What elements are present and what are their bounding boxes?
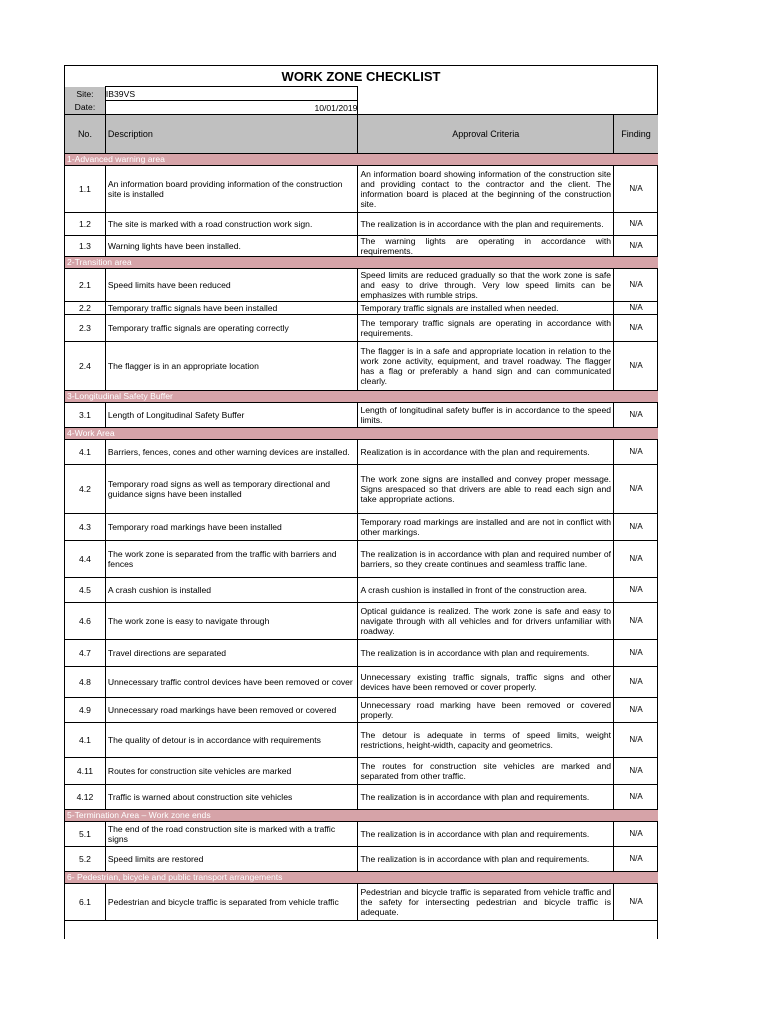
item-number: 4.8 — [65, 667, 105, 698]
checklist-sheet — [64, 65, 658, 939]
checklist-row — [65, 269, 658, 302]
item-criteria: The realization is in accordance with plan and requirements. — [358, 822, 614, 847]
item-number: 4.9 — [65, 698, 105, 723]
item-criteria: Length of longitudinal safety buffer is in accordance to the speed limits. — [358, 403, 614, 428]
site-row — [65, 87, 658, 101]
section-header — [65, 154, 658, 166]
item-number: 4.1 — [65, 440, 105, 465]
item-criteria: Temporary traffic signals are installed when needed. — [358, 302, 614, 315]
item-finding: N/A — [614, 758, 658, 785]
item-criteria: The detour is adequate in terms of speed limits, weight restrictions, height-width, capacity and geometrics. — [358, 723, 614, 758]
section-title: 5-Termination Area – Work zone ends — [65, 810, 658, 822]
checklist-row — [65, 403, 658, 428]
checklist-row — [65, 236, 658, 257]
checklist-row — [65, 723, 658, 758]
item-finding: N/A — [614, 440, 658, 465]
checklist-row — [65, 667, 658, 698]
section-title: 3-Longitudinal Safety Buffer — [65, 391, 658, 403]
item-number: 2.3 — [65, 315, 105, 342]
checklist-row — [65, 213, 658, 236]
item-number: 4.5 — [65, 578, 105, 603]
checklist-table — [65, 86, 658, 921]
item-finding: N/A — [614, 698, 658, 723]
checklist-row — [65, 465, 658, 514]
checklist-row — [65, 884, 658, 921]
item-number: 4.7 — [65, 640, 105, 667]
item-number: 4.3 — [65, 514, 105, 541]
item-finding: N/A — [614, 723, 658, 758]
item-description: Temporary road markings have been installed — [105, 514, 358, 541]
item-description: Length of Longitudinal Safety Buffer — [105, 403, 358, 428]
item-number: 5.1 — [65, 822, 105, 847]
section-header — [65, 872, 658, 884]
item-description: Unnecessary traffic control devices have been removed or cover — [105, 667, 358, 698]
item-description: Temporary traffic signals have been installed — [105, 302, 358, 315]
item-criteria: The realization is in accordance with plan and required number of barriers, so they create continues and seamless traffic lane. — [358, 541, 614, 578]
site-label: Site: — [65, 87, 105, 101]
item-criteria: Realization is in accordance with the plan and requirements. — [358, 440, 614, 465]
item-description: Temporary traffic signals are operating correctly — [105, 315, 358, 342]
item-description: Unnecessary road markings have been removed or covered — [105, 698, 358, 723]
date-label: Date: — [65, 101, 105, 115]
item-description: The quality of detour is in accordance with requirements — [105, 723, 358, 758]
checklist-row — [65, 603, 658, 640]
checklist-row — [65, 640, 658, 667]
section-title: 1-Advanced warning area — [65, 154, 658, 166]
item-finding: N/A — [614, 465, 658, 514]
section-title: 2-Transition area — [65, 257, 658, 269]
item-criteria: Pedestrian and bicycle traffic is separated from vehicle traffic and the safety for intersecting pedestrian and bicycle traffic is adequate. — [358, 884, 614, 921]
item-description: Routes for construction site vehicles are marked — [105, 758, 358, 785]
item-description: An information board providing information of the construction site is installed — [105, 166, 358, 213]
item-description: Speed limits are restored — [105, 847, 358, 872]
checklist-row — [65, 166, 658, 213]
header-description: Description — [105, 115, 358, 154]
checklist-row — [65, 847, 658, 872]
item-number: 2.2 — [65, 302, 105, 315]
item-criteria: A crash cushion is installed in front of the construction area. — [358, 578, 614, 603]
section-header — [65, 428, 658, 440]
item-number: 1.2 — [65, 213, 105, 236]
item-finding: N/A — [614, 315, 658, 342]
item-finding: N/A — [614, 603, 658, 640]
date-row — [65, 101, 658, 115]
item-number: 4.2 — [65, 465, 105, 514]
item-number: 4.6 — [65, 603, 105, 640]
section-header — [65, 810, 658, 822]
header-criteria: Approval Criteria — [358, 115, 614, 154]
section-header — [65, 257, 658, 269]
checklist-row — [65, 578, 658, 603]
item-finding: N/A — [614, 578, 658, 603]
item-finding: N/A — [614, 822, 658, 847]
item-description: Traffic is warned about construction site vehicles — [105, 785, 358, 810]
section-header — [65, 391, 658, 403]
item-description: Temporary road signs as well as temporary directional and guidance signs have been installed — [105, 465, 358, 514]
item-description: Warning lights have been installed. — [105, 236, 358, 257]
item-criteria: The flagger is in a safe and appropriate location in relation to the work zone activity, equipment, and travel roadway. The flagger has a flag or preferably a hand sign and can communicated clearly. — [358, 342, 614, 391]
item-finding: N/A — [614, 269, 658, 302]
item-number: 4.12 — [65, 785, 105, 810]
item-finding: N/A — [614, 403, 658, 428]
checklist-row — [65, 514, 658, 541]
header-row — [65, 115, 658, 154]
item-description: A crash cushion is installed — [105, 578, 358, 603]
item-criteria: The realization is in accordance with plan and requirements. — [358, 847, 614, 872]
item-number: 1.3 — [65, 236, 105, 257]
page-title: WORK ZONE CHECKLIST — [281, 69, 441, 84]
item-criteria: The routes for construction site vehicles are marked and separated from other traffic. — [358, 758, 614, 785]
item-criteria: The realization is in accordance with plan and requirements. — [358, 640, 614, 667]
item-description: The work zone is separated from the traffic with barriers and fences — [105, 541, 358, 578]
item-criteria: Temporary road markings are installed and are not in conflict with other markings. — [358, 514, 614, 541]
header-finding: Finding — [614, 115, 658, 154]
header-no: No. — [65, 115, 105, 154]
item-finding: N/A — [614, 847, 658, 872]
item-description: Speed limits have been reduced — [105, 269, 358, 302]
section-title: 4-Work Area — [65, 428, 658, 440]
item-finding: N/A — [614, 213, 658, 236]
date-value: 10/01/2019 — [105, 101, 358, 115]
item-number: 6.1 — [65, 884, 105, 921]
checklist-row — [65, 302, 658, 315]
item-finding: N/A — [614, 667, 658, 698]
item-criteria: Optical guidance is realized. The work zone is safe and easy to navigate through with all vehicles and for drivers unfamiliar with roadway. — [358, 603, 614, 640]
checklist-row — [65, 758, 658, 785]
item-description: The end of the road construction site is marked with a traffic signs — [105, 822, 358, 847]
item-number: 4.1 — [65, 723, 105, 758]
item-description: Pedestrian and bicycle traffic is separated from vehicle traffic — [105, 884, 358, 921]
item-criteria: Unnecessary road marking have been removed or covered properly. — [358, 698, 614, 723]
item-finding: N/A — [614, 236, 658, 257]
item-criteria: Unnecessary existing traffic signals, traffic signs and other devices have been removed or cover properly. — [358, 667, 614, 698]
item-finding: N/A — [614, 541, 658, 578]
checklist-row — [65, 440, 658, 465]
item-finding: N/A — [614, 640, 658, 667]
item-number: 4.4 — [65, 541, 105, 578]
item-criteria: Speed limits are reduced gradually so that the work zone is safe and easy to drive through. Very low speed limits can be emphasizes with rumble strips. — [358, 269, 614, 302]
item-description: Barriers, fences, cones and other warning devices are installed. — [105, 440, 358, 465]
item-criteria: The warning lights are operating in accordance with requirements. — [358, 236, 614, 257]
checklist-row — [65, 822, 658, 847]
section-title: 6- Pedestrian, bicycle and public transport arrangements — [65, 872, 658, 884]
item-description: The site is marked with a road construction work sign. — [105, 213, 358, 236]
item-criteria: The work zone signs are installed and convey proper message. Signs arespaced so that drivers are able to read each sign and take appropriate actions. — [358, 465, 614, 514]
item-description: The work zone is easy to navigate through — [105, 603, 358, 640]
checklist-row — [65, 698, 658, 723]
item-criteria: The realization is in accordance with plan and requirements. — [358, 785, 614, 810]
checklist-row — [65, 315, 658, 342]
site-value: IB39VS — [105, 87, 358, 101]
item-finding: N/A — [614, 884, 658, 921]
item-number: 1.1 — [65, 166, 105, 213]
item-criteria: The temporary traffic signals are operating in accordance with requirements. — [358, 315, 614, 342]
item-number: 3.1 — [65, 403, 105, 428]
item-description: Travel directions are separated — [105, 640, 358, 667]
item-number: 2.1 — [65, 269, 105, 302]
item-finding: N/A — [614, 166, 658, 213]
item-criteria: The realization is in accordance with the plan and requirements. — [358, 213, 614, 236]
item-description: The flagger is in an appropriate location — [105, 342, 358, 391]
item-finding: N/A — [614, 302, 658, 315]
item-number: 2.4 — [65, 342, 105, 391]
checklist-row — [65, 342, 658, 391]
item-number: 5.2 — [65, 847, 105, 872]
item-finding: N/A — [614, 785, 658, 810]
item-criteria: An information board showing information of the construction site and providing contact to the contractor and the client. The information board is placed at the beginning of the construction site. — [358, 166, 614, 213]
item-finding: N/A — [614, 514, 658, 541]
checklist-row — [65, 785, 658, 810]
checklist-row — [65, 541, 658, 578]
item-number: 4.11 — [65, 758, 105, 785]
item-finding: N/A — [614, 342, 658, 391]
